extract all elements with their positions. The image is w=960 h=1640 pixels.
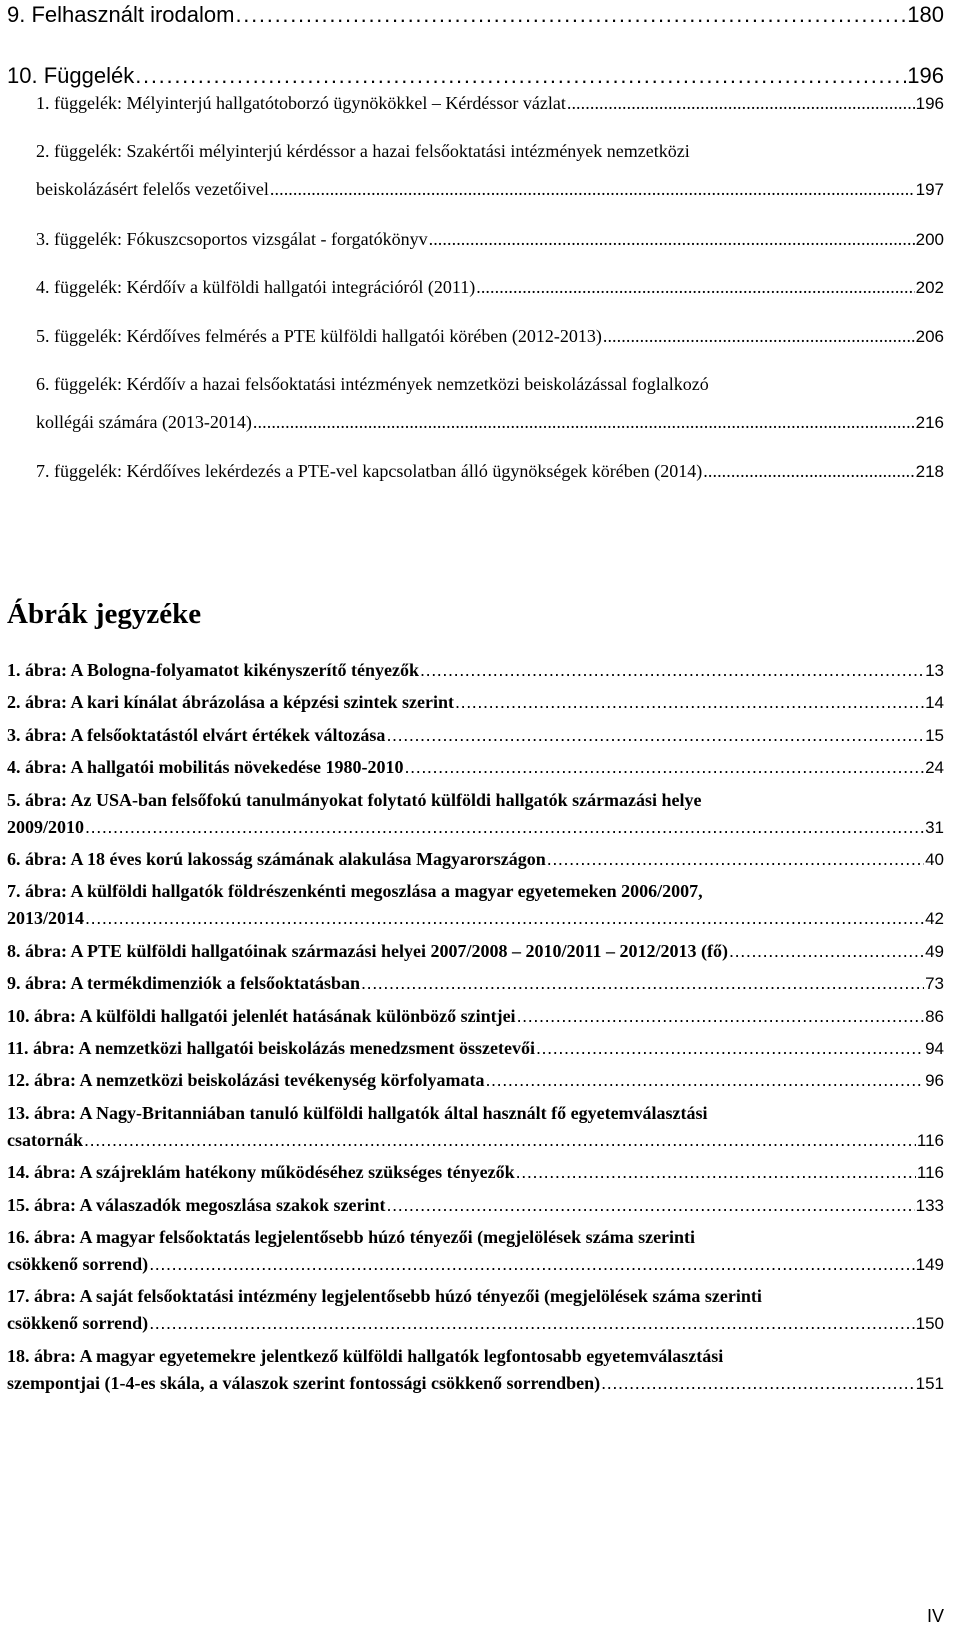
leader-dots [270, 179, 915, 200]
toc-label: 11. ábra: A nemzetközi hallgatói beiskolázás menedzsment összetevői [7, 1038, 535, 1058]
toc-page-number: 206 [915, 327, 944, 346]
toc-page-number: 133 [915, 1195, 944, 1215]
leader-dots [85, 817, 924, 838]
toc-label: 7. függelék: Kérdőíves lekérdezés a PTE-vel kapcsolatban álló ügynökségek körében (2014) [36, 461, 703, 481]
toc-line [36, 277, 944, 298]
leader-dots [84, 1130, 916, 1151]
toc-line [7, 692, 944, 713]
toc-label: 9. Felhasznált irodalom [7, 2, 235, 27]
leader-dots [603, 326, 915, 347]
toc-page-number: 96 [925, 1071, 944, 1091]
toc-line [7, 757, 944, 778]
toc-line [7, 817, 944, 838]
figures-heading: Ábrák jegyzéke [7, 598, 202, 630]
toc-page-number: 196 [915, 94, 944, 113]
toc-line [7, 1313, 944, 1334]
toc-line [36, 326, 944, 347]
toc-line [7, 1038, 944, 1059]
toc-page-number: 86 [925, 1006, 944, 1026]
toc-page-number: 116 [916, 1130, 944, 1150]
toc-line [7, 1130, 944, 1151]
toc-line [36, 179, 944, 200]
leader-dots [420, 660, 924, 681]
toc-label: 3. ábra: A felsőoktatástól elvárt értékek változása [7, 724, 386, 745]
toc-label-first-line: 17. ábra: A saját felsőoktatási intézmény legjelentősebb húzó tényezői (megjelölések száma szerinti [7, 1286, 762, 1307]
toc-page-number: 151 [915, 1373, 944, 1393]
leader-dots [485, 1070, 924, 1091]
toc-label: 4. ábra: A hallgatói mobilitás növekedése 1980-2010 [7, 757, 404, 778]
toc-page-number: 14 [925, 693, 944, 713]
leader-dots [85, 908, 924, 929]
toc-page-number: 24 [925, 758, 944, 778]
toc-label: 2. ábra: A kari kínálat ábrázolása a képzési szintek szerint [7, 692, 454, 713]
page-footer-number: IV [926, 1606, 944, 1626]
toc-label: 10. Függelék [7, 63, 135, 88]
toc-label: 2009/2010 [7, 816, 85, 837]
toc-line [7, 1070, 944, 1091]
leader-dots [361, 973, 924, 994]
toc-page-number: 31 [925, 817, 944, 837]
leader-dots [601, 1373, 914, 1394]
toc-page-number: 216 [915, 413, 944, 432]
toc-line [36, 461, 944, 482]
leader-dots [386, 725, 924, 746]
toc-page-number: 40 [925, 850, 944, 869]
toc-line [7, 1195, 944, 1216]
toc-label-first-line: 7. ábra: A külföldi hallgatók földrészenkénti megoszlása a magyar egyetemeken 2006/2007, [7, 881, 703, 902]
toc-line [36, 229, 944, 250]
toc-label: kollégái számára (2013-2014) [36, 412, 252, 432]
toc-page-number: 42 [925, 909, 944, 929]
leader-dots [547, 849, 924, 870]
toc-page-number: 116 [916, 1163, 944, 1183]
toc-label-first-line: 6. függelék: Kérdőív a hazai felsőoktatási intézmények nemzetközi beiskolázással foglalkozó [36, 374, 709, 394]
toc-page-number: 200 [915, 230, 944, 249]
toc-label: 2013/2014 [7, 908, 85, 929]
toc-label: 14. ábra: A szájreklám hatékony működéséhez szükséges tényezők [7, 1162, 515, 1183]
toc-line [7, 1373, 944, 1394]
toc-page-number: 202 [915, 278, 944, 297]
toc-line [7, 1254, 944, 1275]
leader-dots [149, 1313, 914, 1334]
leader-dots [476, 277, 914, 298]
toc-label-first-line: 2. függelék: Szakértői mélyinterjú kérdéssor a hazai felsőoktatási intézmények nemzetközi [36, 141, 690, 161]
leader-dots [729, 941, 924, 962]
toc-page-number: 197 [915, 180, 944, 199]
toc-label: csatornák [7, 1129, 83, 1150]
leader-dots [149, 1254, 914, 1275]
leader-dots [703, 461, 914, 482]
toc-line [36, 93, 944, 114]
toc-page-number: 218 [915, 462, 944, 481]
toc-label-first-line: 5. ábra: Az USA-ban felsőfokú tanulmányokat folytató külföldi hallgatók származási helye [7, 789, 702, 810]
toc-label: szempontjai (1-4-es skála, a válaszok szerint fontossági csökkenő sorrendben) [7, 1372, 601, 1393]
toc-label-first-line: 13. ábra: A Nagy-Britanniában tanuló külföldi hallgatók által használt fő egyetemválasztási [7, 1102, 708, 1123]
leader-dots [516, 1162, 916, 1183]
toc-line [7, 1162, 944, 1183]
leader-dots [387, 1195, 915, 1216]
toc-label: 1. ábra: A Bologna-folyamatot kikényszerítő tényezők [7, 660, 419, 680]
toc-label-first-line: 18. ábra: A magyar egyetemekre jelentkező külföldi hallgatók legfontosabb egyetemválasztási [7, 1345, 724, 1366]
leader-dots [517, 1006, 925, 1027]
toc-page-number: 196 [907, 63, 944, 88]
toc-page-number: 149 [915, 1255, 944, 1274]
toc-line [7, 941, 944, 962]
leader-dots [135, 63, 906, 89]
leader-dots [253, 412, 915, 433]
leader-dots [235, 2, 906, 28]
toc-line [7, 725, 944, 746]
toc-line [7, 63, 944, 89]
toc-page-number: 49 [925, 941, 944, 961]
toc-line [7, 973, 944, 994]
leader-dots [567, 93, 915, 114]
toc-label: 12. ábra: A nemzetközi beiskolázási tevékenység körfolyamata [7, 1070, 485, 1091]
toc-line [7, 1006, 944, 1027]
toc-page-number: 150 [915, 1314, 944, 1334]
toc-label: 3. függelék: Fókuszcsoportos vizsgálat - forgatókönyv [36, 229, 428, 249]
toc-label: 15. ábra: A válaszadók megoszlása szakok szerint [7, 1194, 386, 1215]
toc-label: beiskolázásért felelős vezetőivel [36, 179, 269, 199]
toc-line [7, 660, 944, 681]
toc-label: 8. ábra: A PTE külföldi hallgatóinak származási helyei 2007/2008 – 2010/2011 – 2012/2013 (fő) [7, 940, 729, 961]
toc-page-number: 15 [925, 725, 944, 745]
toc-label: 10. ábra: A külföldi hallgatói jelenlét hatásának különböző szintjei [7, 1005, 516, 1026]
toc-page-number: 13 [925, 661, 944, 680]
toc-label: csökkenő sorrend) [7, 1313, 149, 1334]
toc-label: 6. ábra: A 18 éves korú lakosság számának alakulása Magyarországon [7, 849, 546, 869]
leader-dots [455, 692, 924, 713]
leader-dots [536, 1038, 924, 1059]
toc-page-number: 180 [907, 2, 944, 27]
toc-line [7, 908, 944, 929]
toc-line [36, 412, 944, 433]
toc-label: 5. függelék: Kérdőíves felmérés a PTE külföldi hallgatói körében (2012-2013) [36, 326, 602, 346]
leader-dots [405, 757, 925, 778]
leader-dots [429, 229, 915, 250]
toc-line [7, 849, 944, 870]
toc-label: 1. függelék: Mélyinterjú hallgatótoborzó ügynökökkel – Kérdéssor vázlat [36, 93, 566, 113]
toc-label-first-line: 16. ábra: A magyar felsőoktatás legjelentősebb húzó tényezői (megjelölések száma szerinti [7, 1227, 696, 1247]
toc-page-number: 73 [925, 974, 944, 994]
toc-page-number: 94 [925, 1039, 944, 1058]
toc-label: 4. függelék: Kérdőív a külföldi hallgatói integrációról (2011) [36, 277, 476, 297]
toc-label: 9. ábra: A termékdimenziók a felsőoktatásban [7, 973, 360, 994]
toc-line [7, 2, 944, 28]
toc-label: csökkenő sorrend) [7, 1254, 149, 1274]
